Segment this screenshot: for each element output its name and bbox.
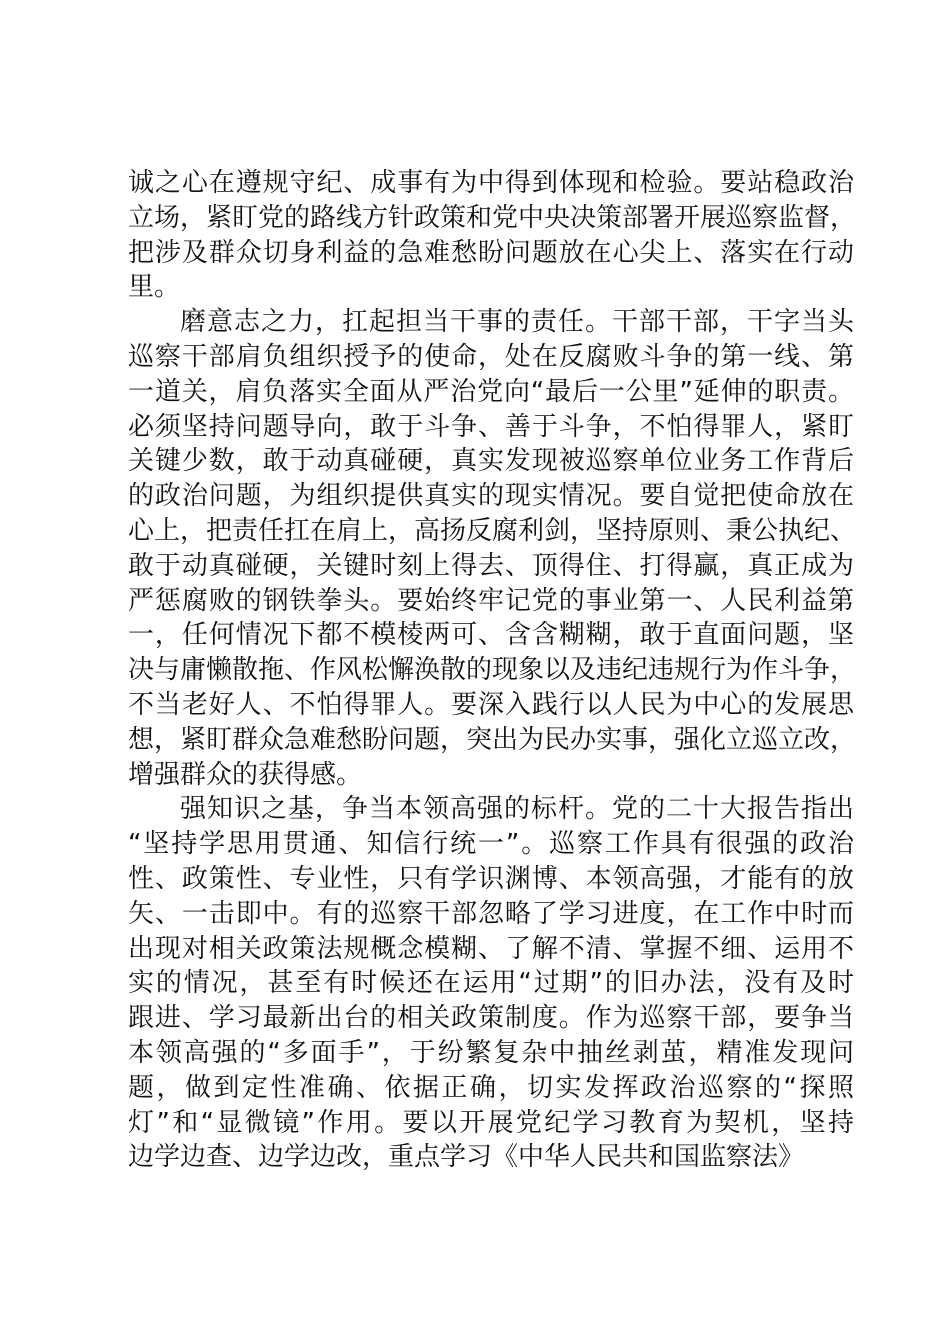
text-line: 立场，紧盯党的路线方针政策和党中央决策部署开展巡察监督， [128,202,857,233]
text-line: 必须坚持问题导向，敢于斗争、善于斗争，不怕得罪人，紧盯 [128,411,854,442]
text-line: 一道关，肩负落实全面从严治党向“最后一公里”延伸的职责。 [128,376,854,407]
text-line: 关键少数，敢于动真碰硬，真实发现被巡察单位业务工作背后 [128,446,854,477]
paragraph-continuation [128,166,857,305]
document-body [128,166,857,1175]
text-line: 不当老好人、不怕得罪人。要深入践行以人民为中心的发展思 [128,689,854,720]
text-line: 敢于动真碰硬，关键时刻上得去、顶得住、打得赢，真正成为 [128,550,854,581]
text-line: 巡察干部肩负组织授予的使命，处在反腐败斗争的第一线、第 [128,341,854,372]
text-line: 心上，把责任扛在肩上，高扬反腐利剑，坚持原则、秉公执纪、 [128,515,857,546]
text-line: 实的情况，甚至有时候还在运用“过期”的旧办法，没有及时 [128,968,854,999]
paragraph-willpower [128,305,857,792]
text-line: 矢、一击即中。有的巡察干部忽略了学习进度，在工作中时而 [128,898,854,929]
text-line: 本领高强的“多面手”，于纷繁复杂中抽丝剥茧，精准发现问 [128,1037,854,1068]
text-line: 增强群众的获得感。 [128,759,363,790]
text-line: 把涉及群众切身利益的急难愁盼问题放在心尖上、落实在行动 [128,237,854,268]
text-line: 里。 [128,272,181,303]
text-line: 的政治问题，为组织提供真实的现实情况。要自觉把使命放在 [128,481,854,512]
text-line: 灯”和“显微镜”作用。要以开展党纪学习教育为契机，坚持 [128,1107,854,1138]
text-line: 磨意志之力，扛起担当干事的责任。干部干部，干字当头 [180,307,854,338]
text-line: 诚之心在遵规守纪、成事有为中得到体现和检验。要站稳政治 [128,168,854,198]
text-line: 出现对相关政策法规概念模糊、了解不清、掌握不细、运用不 [128,933,854,964]
text-line: 边学边查、边学边改，重点学习《中华人民共和国监察法》 [128,1142,805,1173]
text-line: 题，做到定性准确、依据正确，切实发挥政治巡察的“探照 [128,1072,854,1103]
text-line: 跟进、学习最新出台的相关政策制度。作为巡察干部，要争当 [128,1003,854,1034]
text-line: 严惩腐败的钢铁拳头。要始终牢记党的事业第一、人民利益第 [128,585,854,616]
text-line: 一，任何情况下都不模棱两可、含含糊糊，敢于直面问题，坚 [128,620,854,651]
text-line: 决与庸懒散拖、作风松懈涣散的现象以及违纪违规行为作斗争， [128,655,857,686]
text-line: “坚持学思用贯通、知信行统一”。巡察工作具有很强的政治 [128,829,854,860]
text-line: 想，紧盯群众急难愁盼问题，突出为民办实事，强化立巡立改， [128,724,857,755]
text-line: 强知识之基，争当本领高强的标杆。党的二十大报告指出 [180,794,854,825]
text-line: 性、政策性、专业性，只有学识渊博、本领高强，才能有的放 [128,863,854,894]
paragraph-knowledge [128,792,854,1175]
